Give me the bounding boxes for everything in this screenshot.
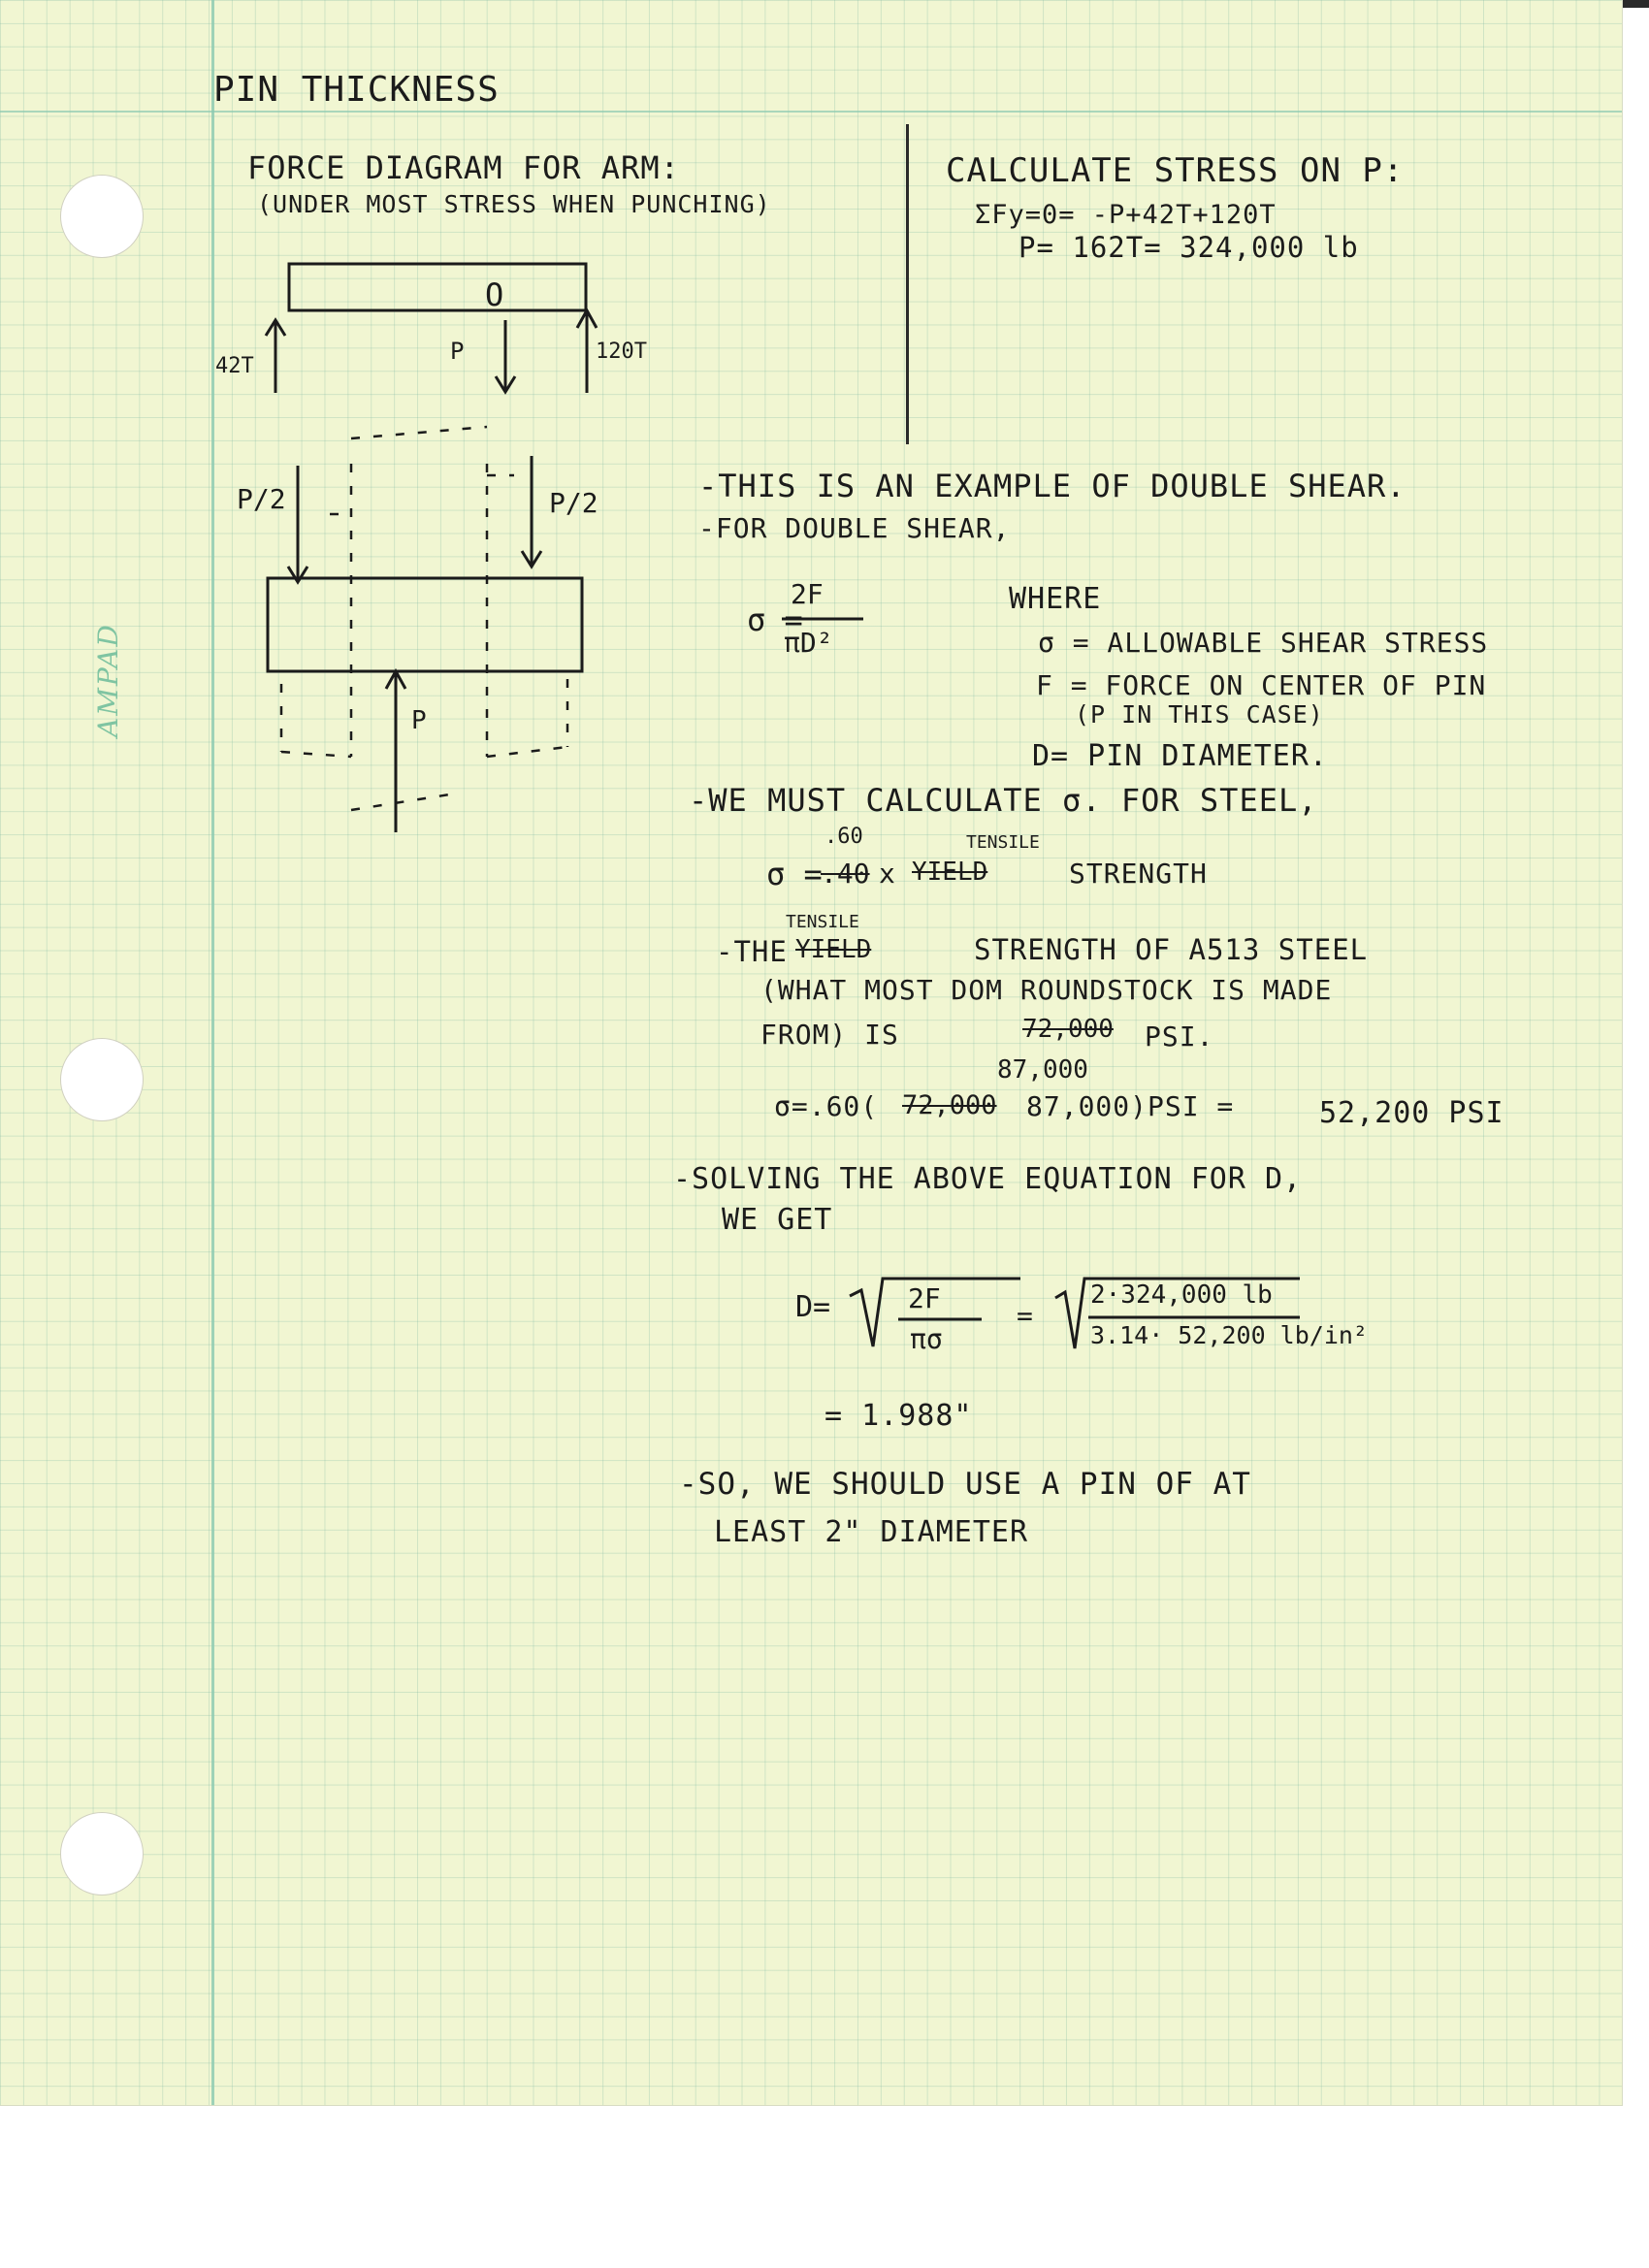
formula-lhs: σ = [747, 601, 803, 638]
diameter-equals: = [1017, 1300, 1033, 1332]
definition-sigma: σ = ALLOWABLE SHEAR STRESS [1038, 627, 1489, 659]
sigma-calc-a: σ=.60( [774, 1090, 879, 1122]
half-load-label-left: P/2 [237, 483, 286, 515]
diameter-denominator-values: 3.14· 52,200 lb/in² [1090, 1321, 1368, 1349]
arm-beam [289, 264, 586, 310]
sigma-calc-struck: 72,000 [902, 1090, 997, 1120]
calc-equation-2: P= 162T= 324,000 lb [1018, 231, 1359, 264]
force-label-center: P [450, 338, 465, 365]
definition-force-note: (P IN THIS CASE) [1075, 700, 1324, 729]
diameter-result: = 1.988" [824, 1399, 973, 1433]
pin-force-label: P [411, 706, 427, 735]
formula-numerator: 2F [791, 578, 824, 610]
tensile-correction: TENSILE [786, 912, 859, 932]
page-title: PIN THICKNESS [213, 70, 500, 110]
note-double-shear: -THIS IS AN EXAMPLE OF DOUBLE SHEAR. [698, 468, 1406, 504]
strength-line-3b: PSI. [1145, 1021, 1214, 1053]
diameter-lhs: D= [795, 1290, 831, 1324]
calc-equation-1: ΣFy=0= -P+42T+120T [975, 200, 1277, 230]
strength-value-struck: 72,000 [1022, 1015, 1114, 1044]
pin-block [268, 578, 582, 671]
strength-line-1b: STRENGTH OF A513 STEEL [974, 933, 1369, 966]
sigma-word-struck: YIELD [912, 858, 988, 887]
diagram-heading: FORCE DIAGRAM FOR ARM: [247, 149, 680, 186]
diagram-subheading: (UNDER MOST STRESS WHEN PUNCHING) [257, 190, 771, 218]
strength-line-2: (WHAT MOST DOM ROUNDSTOCK IS MADE [760, 974, 1333, 1006]
sigma-word-strength: STRENGTH [1069, 858, 1208, 890]
ampad-watermark: AMPAD [92, 623, 124, 737]
sigma-formula-lhs: σ = [766, 856, 823, 892]
sigma-calc-b: 87,000)PSI = [1026, 1090, 1235, 1122]
strength-line-1a: -THE [716, 935, 788, 968]
clevis-dashed-outline [281, 427, 567, 810]
force-label-left: 42T [215, 354, 254, 378]
solving-line-1: -SOLVING THE ABOVE EQUATION FOR D, [673, 1162, 1303, 1196]
strength-line-1-struck: YIELD [795, 935, 872, 964]
sigma-word-corrected: TENSILE [966, 832, 1040, 853]
calc-heading: CALCULATE STRESS ON P: [946, 151, 1405, 190]
beam-label: O [485, 276, 504, 313]
where-label: WHERE [1009, 582, 1102, 616]
definition-force: F = FORCE ON CENTER OF PIN [1036, 669, 1487, 701]
sigma-calc-result: 52,200 PSI [1319, 1096, 1504, 1130]
note-must-calculate: -WE MUST CALCULATE σ. FOR STEEL, [689, 782, 1318, 819]
strength-value-corrected: 87,000 [997, 1055, 1088, 1085]
half-load-label-right: P/2 [549, 487, 598, 519]
sigma-factor: .60 [824, 825, 863, 849]
conclusion-line-2: LEAST 2" DIAMETER [714, 1515, 1029, 1549]
note-for-double-shear: -FOR DOUBLE SHEAR, [698, 512, 1011, 544]
diameter-denominator: πσ [910, 1323, 943, 1355]
formula-denominator: πD² [784, 627, 833, 659]
diameter-numerator: 2F [908, 1282, 941, 1314]
diameter-numerator-values: 2·324,000 lb [1090, 1280, 1273, 1310]
solving-line-2: WE GET [722, 1203, 833, 1237]
strength-line-3a: FROM) IS [760, 1019, 899, 1051]
sigma-multiply: x [879, 858, 895, 890]
definition-diameter: D= PIN DIAMETER. [1032, 739, 1328, 773]
sigma-factor-struck: .40 [821, 858, 870, 890]
conclusion-line-1: -SO, WE SHOULD USE A PIN OF AT [679, 1467, 1251, 1502]
force-label-right: 120T [596, 340, 647, 364]
